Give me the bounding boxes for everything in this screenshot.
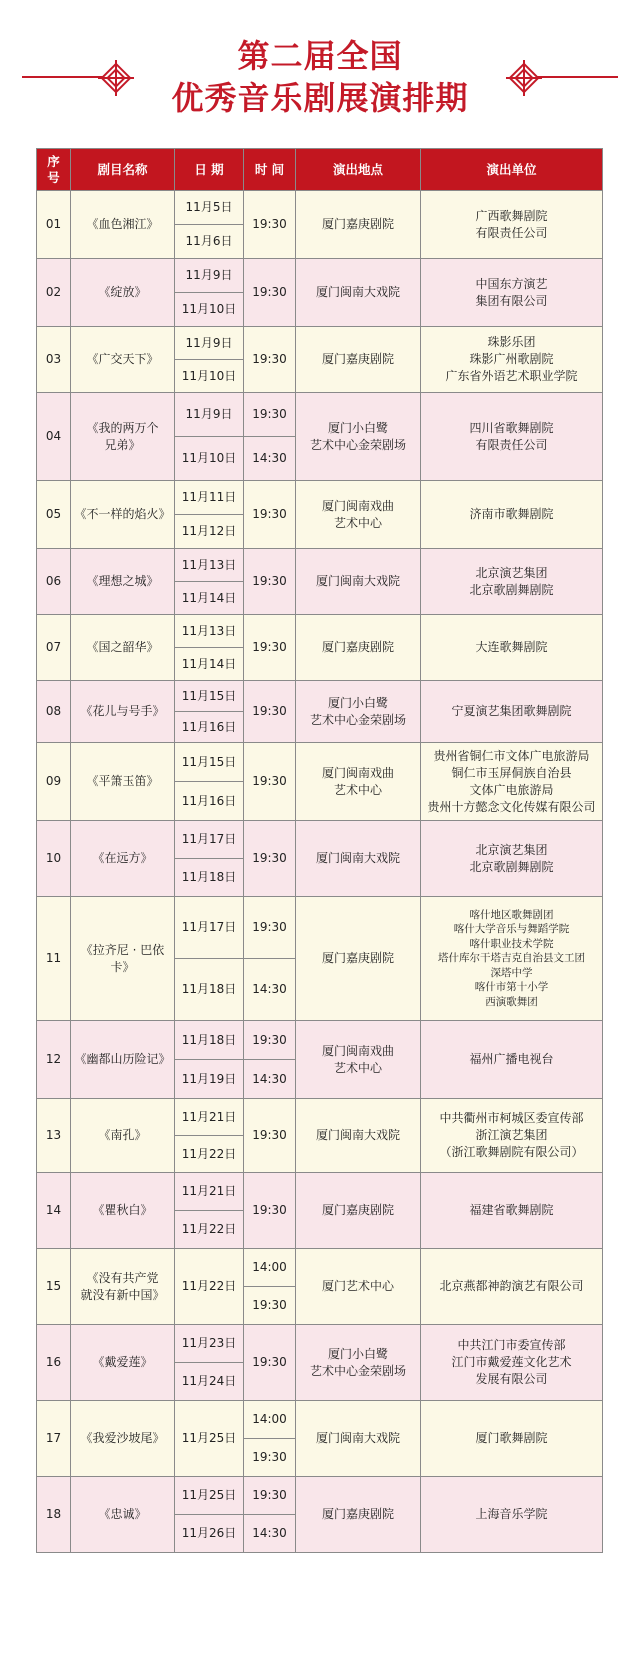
table-row bbox=[37, 1401, 603, 1439]
unit-line: 四川省歌舞剧院 bbox=[469, 420, 554, 435]
venue-line: 艺术中心 bbox=[333, 515, 382, 530]
show-name-line: 《绽放》 bbox=[98, 285, 147, 299]
unit-line: 厦门歌舞剧院 bbox=[475, 1431, 548, 1445]
cell-date: 11月10日 bbox=[175, 360, 244, 393]
unit-line: 北京演艺集团 bbox=[475, 565, 548, 580]
cell-venue bbox=[296, 549, 421, 615]
page-title-line-2: 优秀音乐剧展演排期 bbox=[171, 79, 469, 117]
cell-venue bbox=[296, 615, 421, 681]
header-name: 剧目名称 bbox=[71, 149, 175, 191]
cell-no: 18 bbox=[37, 1477, 71, 1553]
cell-date: 11月13日 bbox=[175, 615, 244, 648]
cell-time: 19:30 bbox=[244, 743, 296, 821]
cell-venue bbox=[296, 1021, 421, 1099]
cell-venue bbox=[296, 821, 421, 897]
cell-date: 11月9日 bbox=[175, 327, 244, 360]
cell-date: 11月22日 bbox=[175, 1211, 244, 1249]
table-row bbox=[37, 1477, 603, 1515]
venue-line: 艺术中心金荣剧场 bbox=[309, 1363, 406, 1378]
unit-line: 深塔中学 bbox=[490, 966, 533, 979]
show-name-line: 《我的两万个 bbox=[86, 420, 159, 435]
cell-name bbox=[71, 327, 175, 393]
cell-no: 10 bbox=[37, 821, 71, 897]
unit-line: 喀什市第十小学 bbox=[474, 981, 549, 994]
venue-line: 厦门闽南大戏院 bbox=[315, 1128, 400, 1142]
cell-venue bbox=[296, 1099, 421, 1173]
cell-unit bbox=[421, 1021, 603, 1099]
cell-venue bbox=[296, 191, 421, 259]
unit-line: 江门市戴爱莲文化艺术 bbox=[451, 1355, 572, 1369]
unit-line: 福州广播电视台 bbox=[469, 1052, 554, 1066]
unit-line: 广东省外语艺术职业学院 bbox=[445, 369, 578, 383]
cell-name bbox=[71, 393, 175, 481]
unit-line: 文体广电旅游局 bbox=[469, 782, 554, 797]
cell-time: 19:30 bbox=[244, 259, 296, 327]
cell-name bbox=[71, 1325, 175, 1401]
cell-venue bbox=[296, 743, 421, 821]
cell-date: 11月19日 bbox=[175, 1060, 244, 1099]
table-row bbox=[37, 1021, 603, 1060]
unit-line: 有限责任公司 bbox=[475, 225, 548, 240]
venue-line: 厦门艺术中心 bbox=[321, 1279, 394, 1293]
cell-no: 01 bbox=[37, 191, 71, 259]
schedule-body bbox=[37, 191, 603, 1553]
cell-no: 16 bbox=[37, 1325, 71, 1401]
table-row bbox=[37, 1249, 603, 1287]
cell-date: 11月14日 bbox=[175, 648, 244, 681]
show-name-line: 《瞿秋白》 bbox=[92, 1203, 153, 1217]
unit-line: 中共江门市委宣传部 bbox=[457, 1338, 566, 1352]
cell-time: 19:30 bbox=[244, 1173, 296, 1249]
table-header-row bbox=[37, 149, 603, 191]
cell-venue bbox=[296, 481, 421, 549]
cell-no: 15 bbox=[37, 1249, 71, 1325]
cell-name bbox=[71, 1401, 175, 1477]
unit-line: 北京歌剧舞剧院 bbox=[469, 859, 554, 874]
venue-line: 厦门嘉庚剧院 bbox=[321, 217, 394, 231]
cell-venue bbox=[296, 681, 421, 743]
show-name-line: 《戴爱莲》 bbox=[92, 1355, 153, 1369]
title-area bbox=[0, 0, 640, 140]
cell-date: 11月12日 bbox=[175, 515, 244, 549]
unit-line: 喀什大学音乐与舞蹈学院 bbox=[453, 923, 570, 936]
show-name-line: 《幽都山历险记》 bbox=[74, 1052, 171, 1066]
unit-line: 济南市歌舞剧院 bbox=[469, 507, 554, 521]
cell-time: 14:30 bbox=[244, 437, 296, 481]
cell-date: 11月22日 bbox=[175, 1136, 244, 1173]
venue-line: 厦门闽南大戏院 bbox=[315, 574, 400, 588]
cell-date: 11月6日 bbox=[175, 225, 244, 259]
cell-time: 14:30 bbox=[244, 959, 296, 1021]
cell-unit bbox=[421, 481, 603, 549]
cell-name bbox=[71, 1099, 175, 1173]
show-name-line: 就没有新中国》 bbox=[80, 1287, 165, 1302]
cell-no: 08 bbox=[37, 681, 71, 743]
unit-line: 塔什库尔干塔吉克自治县文工团 bbox=[438, 952, 585, 965]
venue-line: 厦门闽南大戏院 bbox=[315, 851, 400, 865]
schedule-table bbox=[36, 148, 603, 1553]
cell-date: 11月15日 bbox=[175, 743, 244, 782]
cell-name bbox=[71, 1021, 175, 1099]
cell-venue bbox=[296, 393, 421, 481]
cell-venue bbox=[296, 897, 421, 1021]
show-name-line: 《理想之城》 bbox=[86, 574, 159, 588]
cell-name bbox=[71, 481, 175, 549]
cell-no: 12 bbox=[37, 1021, 71, 1099]
unit-line: 西演歌舞团 bbox=[485, 995, 538, 1008]
cell-unit bbox=[421, 1099, 603, 1173]
cell-unit bbox=[421, 821, 603, 897]
cell-name bbox=[71, 191, 175, 259]
cell-time: 19:30 bbox=[244, 481, 296, 549]
unit-line: 福建省歌舞剧院 bbox=[469, 1203, 554, 1217]
cell-venue bbox=[296, 1401, 421, 1477]
cell-no: 02 bbox=[37, 259, 71, 327]
cell-no: 07 bbox=[37, 615, 71, 681]
cell-unit bbox=[421, 259, 603, 327]
cell-date: 11月21日 bbox=[175, 1173, 244, 1211]
table-row bbox=[37, 743, 603, 782]
unit-line: 北京演艺集团 bbox=[475, 842, 548, 857]
cell-date: 11月25日 bbox=[175, 1477, 244, 1515]
cell-no: 06 bbox=[37, 549, 71, 615]
cell-venue bbox=[296, 1477, 421, 1553]
cell-time: 19:30 bbox=[244, 191, 296, 259]
cell-unit bbox=[421, 393, 603, 481]
table-row bbox=[37, 615, 603, 648]
unit-line: 贵州十方懿念文化传媒有限公司 bbox=[427, 799, 596, 814]
unit-line: 集团有限公司 bbox=[475, 293, 548, 308]
show-name-line: 《我爱沙坡尾》 bbox=[80, 1431, 165, 1445]
venue-line: 厦门闽南戏曲 bbox=[321, 765, 394, 780]
cell-date: 11月16日 bbox=[175, 712, 244, 743]
cell-time: 14:30 bbox=[244, 1060, 296, 1099]
cell-date: 11月16日 bbox=[175, 782, 244, 821]
cell-date: 11月14日 bbox=[175, 582, 244, 615]
cell-date: 11月10日 bbox=[175, 293, 244, 327]
cell-unit bbox=[421, 681, 603, 743]
show-name-line: 《拉齐尼 · 巴依卡》 bbox=[80, 942, 165, 974]
cell-date: 11月17日 bbox=[175, 897, 244, 959]
cell-unit bbox=[421, 1477, 603, 1553]
cell-name bbox=[71, 549, 175, 615]
cell-date: 11月15日 bbox=[175, 681, 244, 712]
show-name-line: 《广交天下》 bbox=[86, 352, 159, 366]
cell-time: 19:30 bbox=[244, 1287, 296, 1325]
cell-name bbox=[71, 1173, 175, 1249]
unit-line: 上海音乐学院 bbox=[475, 1507, 548, 1521]
venue-line: 厦门嘉庚剧院 bbox=[321, 1507, 394, 1521]
cell-unit bbox=[421, 1325, 603, 1401]
unit-line: 珠影乐团 bbox=[487, 335, 536, 349]
cell-date: 11月23日 bbox=[175, 1325, 244, 1363]
unit-line: 大连歌舞剧院 bbox=[475, 640, 548, 654]
cell-date: 11月10日 bbox=[175, 437, 244, 481]
cell-no: 13 bbox=[37, 1099, 71, 1173]
unit-line: 浙江演艺集团 bbox=[475, 1128, 548, 1142]
cell-date: 11月18日 bbox=[175, 1021, 244, 1060]
header-unit: 演出单位 bbox=[421, 149, 603, 191]
unit-line: 发展有限公司 bbox=[475, 1372, 548, 1386]
cell-time: 19:30 bbox=[244, 1439, 296, 1477]
cell-unit bbox=[421, 1173, 603, 1249]
unit-line: 喀什职业技术学院 bbox=[469, 937, 554, 950]
cell-time: 19:30 bbox=[244, 615, 296, 681]
cell-name bbox=[71, 259, 175, 327]
cell-time: 19:30 bbox=[244, 1099, 296, 1173]
table-row bbox=[37, 1099, 603, 1136]
header-venue: 演出地点 bbox=[296, 149, 421, 191]
table-row bbox=[37, 191, 603, 225]
header-date: 日 期 bbox=[175, 149, 244, 191]
cell-name bbox=[71, 821, 175, 897]
venue-line: 厦门闽南戏曲 bbox=[321, 498, 394, 513]
cell-date: 11月18日 bbox=[175, 859, 244, 897]
unit-line: 北京燕都神韵演艺有限公司 bbox=[439, 1279, 584, 1293]
cell-time: 19:30 bbox=[244, 1477, 296, 1515]
cell-unit bbox=[421, 743, 603, 821]
venue-line: 厦门小白鹭 bbox=[327, 1346, 388, 1361]
venue-line: 厦门嘉庚剧院 bbox=[321, 640, 394, 654]
cell-time: 19:30 bbox=[244, 681, 296, 743]
venue-line: 艺术中心金荣剧场 bbox=[309, 712, 406, 727]
cell-time: 14:00 bbox=[244, 1401, 296, 1439]
venue-line: 厦门闽南大戏院 bbox=[315, 285, 400, 299]
show-name-line: 《花儿与号手》 bbox=[80, 704, 165, 718]
show-name-line: 《血色湘江》 bbox=[86, 217, 159, 231]
cell-time: 19:30 bbox=[244, 393, 296, 437]
show-name-line: 兄弟》 bbox=[104, 437, 141, 452]
venue-line: 厦门嘉庚剧院 bbox=[321, 352, 394, 366]
table-row bbox=[37, 1173, 603, 1211]
cell-no: 05 bbox=[37, 481, 71, 549]
cell-name bbox=[71, 1477, 175, 1553]
unit-line: 中共衢州市柯城区委宣传部 bbox=[439, 1111, 584, 1125]
cell-date: 11月26日 bbox=[175, 1515, 244, 1553]
cell-unit bbox=[421, 549, 603, 615]
cell-unit bbox=[421, 1249, 603, 1325]
cell-unit bbox=[421, 191, 603, 259]
cell-date: 11月9日 bbox=[175, 259, 244, 293]
venue-line: 艺术中心金荣剧场 bbox=[309, 437, 406, 452]
unit-line: 北京歌剧舞剧院 bbox=[469, 582, 554, 597]
cell-name bbox=[71, 743, 175, 821]
cell-time: 14:30 bbox=[244, 1515, 296, 1553]
show-name-line: 《没有共产党 bbox=[86, 1270, 159, 1285]
cell-unit bbox=[421, 1401, 603, 1477]
show-name-line: 《平箫玉笛》 bbox=[86, 774, 159, 788]
cell-time: 19:30 bbox=[244, 549, 296, 615]
cell-venue bbox=[296, 327, 421, 393]
cell-venue bbox=[296, 1173, 421, 1249]
venue-line: 厦门闽南戏曲 bbox=[321, 1043, 394, 1058]
table-row bbox=[37, 821, 603, 859]
cell-no: 14 bbox=[37, 1173, 71, 1249]
cell-no: 04 bbox=[37, 393, 71, 481]
cell-date: 11月22日 bbox=[175, 1249, 244, 1325]
cell-no: 03 bbox=[37, 327, 71, 393]
cell-no: 11 bbox=[37, 897, 71, 1021]
table-row bbox=[37, 327, 603, 360]
cell-time: 19:30 bbox=[244, 327, 296, 393]
cell-date: 11月5日 bbox=[175, 191, 244, 225]
cell-time: 19:30 bbox=[244, 1325, 296, 1401]
table-row bbox=[37, 1325, 603, 1363]
cell-date: 11月17日 bbox=[175, 821, 244, 859]
venue-line: 厦门闽南大戏院 bbox=[315, 1431, 400, 1445]
cell-name bbox=[71, 615, 175, 681]
cell-no: 09 bbox=[37, 743, 71, 821]
cell-venue bbox=[296, 1249, 421, 1325]
table-row bbox=[37, 481, 603, 515]
cell-time: 19:30 bbox=[244, 897, 296, 959]
cell-unit bbox=[421, 615, 603, 681]
cell-date: 11月18日 bbox=[175, 959, 244, 1021]
cell-name bbox=[71, 1249, 175, 1325]
header-time: 时 间 bbox=[244, 149, 296, 191]
venue-line: 艺术中心 bbox=[333, 1060, 382, 1075]
unit-line: 铜仁市玉屏侗族自治县 bbox=[451, 765, 572, 780]
venue-line: 厦门嘉庚剧院 bbox=[321, 951, 394, 965]
cell-date: 11月24日 bbox=[175, 1363, 244, 1401]
cell-no: 17 bbox=[37, 1401, 71, 1477]
venue-line: 艺术中心 bbox=[333, 782, 382, 797]
unit-line: 中国东方演艺 bbox=[475, 276, 548, 291]
table-row bbox=[37, 681, 603, 712]
unit-line: 贵州省铜仁市文体广电旅游局 bbox=[433, 748, 590, 763]
cell-name bbox=[71, 897, 175, 1021]
cell-time: 19:30 bbox=[244, 821, 296, 897]
table-row bbox=[37, 393, 603, 437]
cell-date: 11月21日 bbox=[175, 1099, 244, 1136]
cell-venue bbox=[296, 259, 421, 327]
cell-time: 14:00 bbox=[244, 1249, 296, 1287]
show-name-line: 《南孔》 bbox=[98, 1128, 147, 1142]
cell-venue bbox=[296, 1325, 421, 1401]
cell-time: 19:30 bbox=[244, 1021, 296, 1060]
cell-date: 11月11日 bbox=[175, 481, 244, 515]
venue-line: 厦门小白鹭 bbox=[327, 420, 388, 435]
show-name-line: 《不一样的焰火》 bbox=[74, 507, 171, 521]
cell-name bbox=[71, 681, 175, 743]
show-name-line: 《国之韶华》 bbox=[86, 640, 159, 654]
venue-line: 厦门嘉庚剧院 bbox=[321, 1203, 394, 1217]
venue-line: 厦门小白鹭 bbox=[327, 695, 388, 710]
unit-line: 广西歌舞剧院 bbox=[475, 208, 548, 223]
table-row bbox=[37, 259, 603, 293]
cell-date: 11月9日 bbox=[175, 393, 244, 437]
page-title-line-1: 第二届全国 bbox=[237, 37, 403, 75]
unit-line: 喀什地区歌舞剧团 bbox=[469, 908, 554, 921]
cell-date: 11月25日 bbox=[175, 1401, 244, 1477]
unit-line: 有限责任公司 bbox=[475, 437, 548, 452]
unit-line: 珠影广州歌剧院 bbox=[469, 352, 554, 366]
cell-date: 11月13日 bbox=[175, 549, 244, 582]
table-row bbox=[37, 897, 603, 959]
header-no: 序号 bbox=[37, 149, 71, 191]
unit-line: （浙江歌舞剧院有限公司） bbox=[439, 1145, 584, 1159]
show-name-line: 《忠诚》 bbox=[98, 1507, 147, 1521]
cell-unit bbox=[421, 897, 603, 1021]
show-name-line: 《在远方》 bbox=[92, 851, 153, 865]
unit-line: 宁夏演艺集团歌舞剧院 bbox=[451, 704, 572, 718]
cell-unit bbox=[421, 327, 603, 393]
table-row bbox=[37, 549, 603, 582]
